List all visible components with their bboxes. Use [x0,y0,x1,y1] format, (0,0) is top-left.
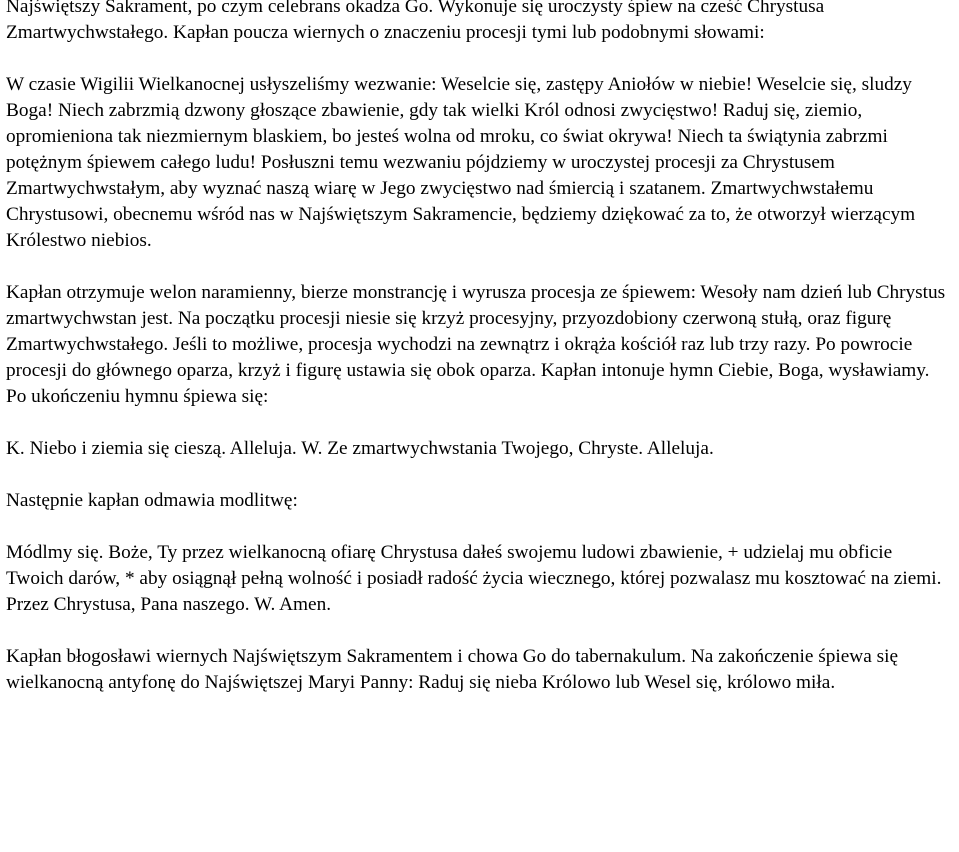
document-page [6,0,954,696]
paragraph-blessing: Kapłan błogosławi wiernych Najświętszym Sakramentem i chowa Go do tabernakulum. Na zakończenie śpiewa się wielkanocną antyfonę do Najświętszej Maryi Panny: Raduj się nieba Królowo lub Wesel się, królowo miła. [6,646,899,693]
paragraph-prayer: Módlmy się. Boże, Ty przez wielkanocną ofiarę Chrystusa dałeś swojemu ludowi zbawienie, + udzielaj mu obficie Twoich darów, * aby osiągnął pełną wolność i posiadł radość życia wiecznego, której pozwalasz mu kosztować na ziemi. Przez Chrystusa, Pana naszego. W. Amen. [6,542,942,615]
paragraph-intro: Najświętszy Sakrament, po czym celebrans okadza Go. Wykonuje się uroczysty śpiew na cześć Chrystusa Zmartwychwstałego. Kapłan poucza wiernych o znaczeniu procesji tymi lub podobnymi słowami: [6,0,825,43]
paragraph-exhortation [6,72,954,254]
exhortation-opening: W czasie Wigilii Wielkanocnej usłyszeliśmy wezwanie: Weselcie się, zastępy Aniołów w niebie! Weselcie się, sludzy Boga! [6,74,912,121]
paragraph-versicle: K. Niebo i ziemia się cieszą. Alleluja. W. Ze zmartwychwstania Twojego, Chryste. Alleluja. [6,438,714,459]
exhortation-body: Niech zabrzmią dzwony głoszące zbawienie, gdy tak wielki Król odnosi zwycięstwo! Raduj się, ziemio, opromieniona tak niezmiernym blaskiem, bo jesteś wolna od mroku, co świat okrywa! Niech ta świątynia zabrzmi potężnym śpiewem całego ludu! Posłuszni temu wezwaniu pójdziemy w uroczystej procesji za Chrystusem Zmartwychwstałym, aby wyznać naszą wiarę w Jego zwycięstwo nad śmiercią i szatanem. Zmartwychwstałemu Chrystusowi, obecnemu wśród nas w Najświętszym Sakramencie, będziemy dziękować za to, że otworzył wierzącym Królestwo niebios. [6,100,916,251]
paragraph-prayer-intro: Następnie kapłan odmawia modlitwę: [6,490,298,511]
paragraph-procession: Kapłan otrzymuje welon naramienny, bierze monstrancję i wyrusza procesja ze śpiewem: Wesoły nam dzień lub Chrystus zmartwychwstan jest. Na początku procesji niesie się krzyż procesyjny, przyozdobiony czerwoną stułą, oraz figurę Zmartwychwstałego. Jeśli to możliwe, procesja wychodzi na zewnątrz i okrąża kościół raz lub trzy razy. Po powrocie procesji do głównego oparza, krzyż i figurę ustawia się obok oparza. Kapłan intonuje hymn Ciebie, Boga, wysławiamy. Po ukończeniu hymnu śpiewa się: [6,282,946,407]
